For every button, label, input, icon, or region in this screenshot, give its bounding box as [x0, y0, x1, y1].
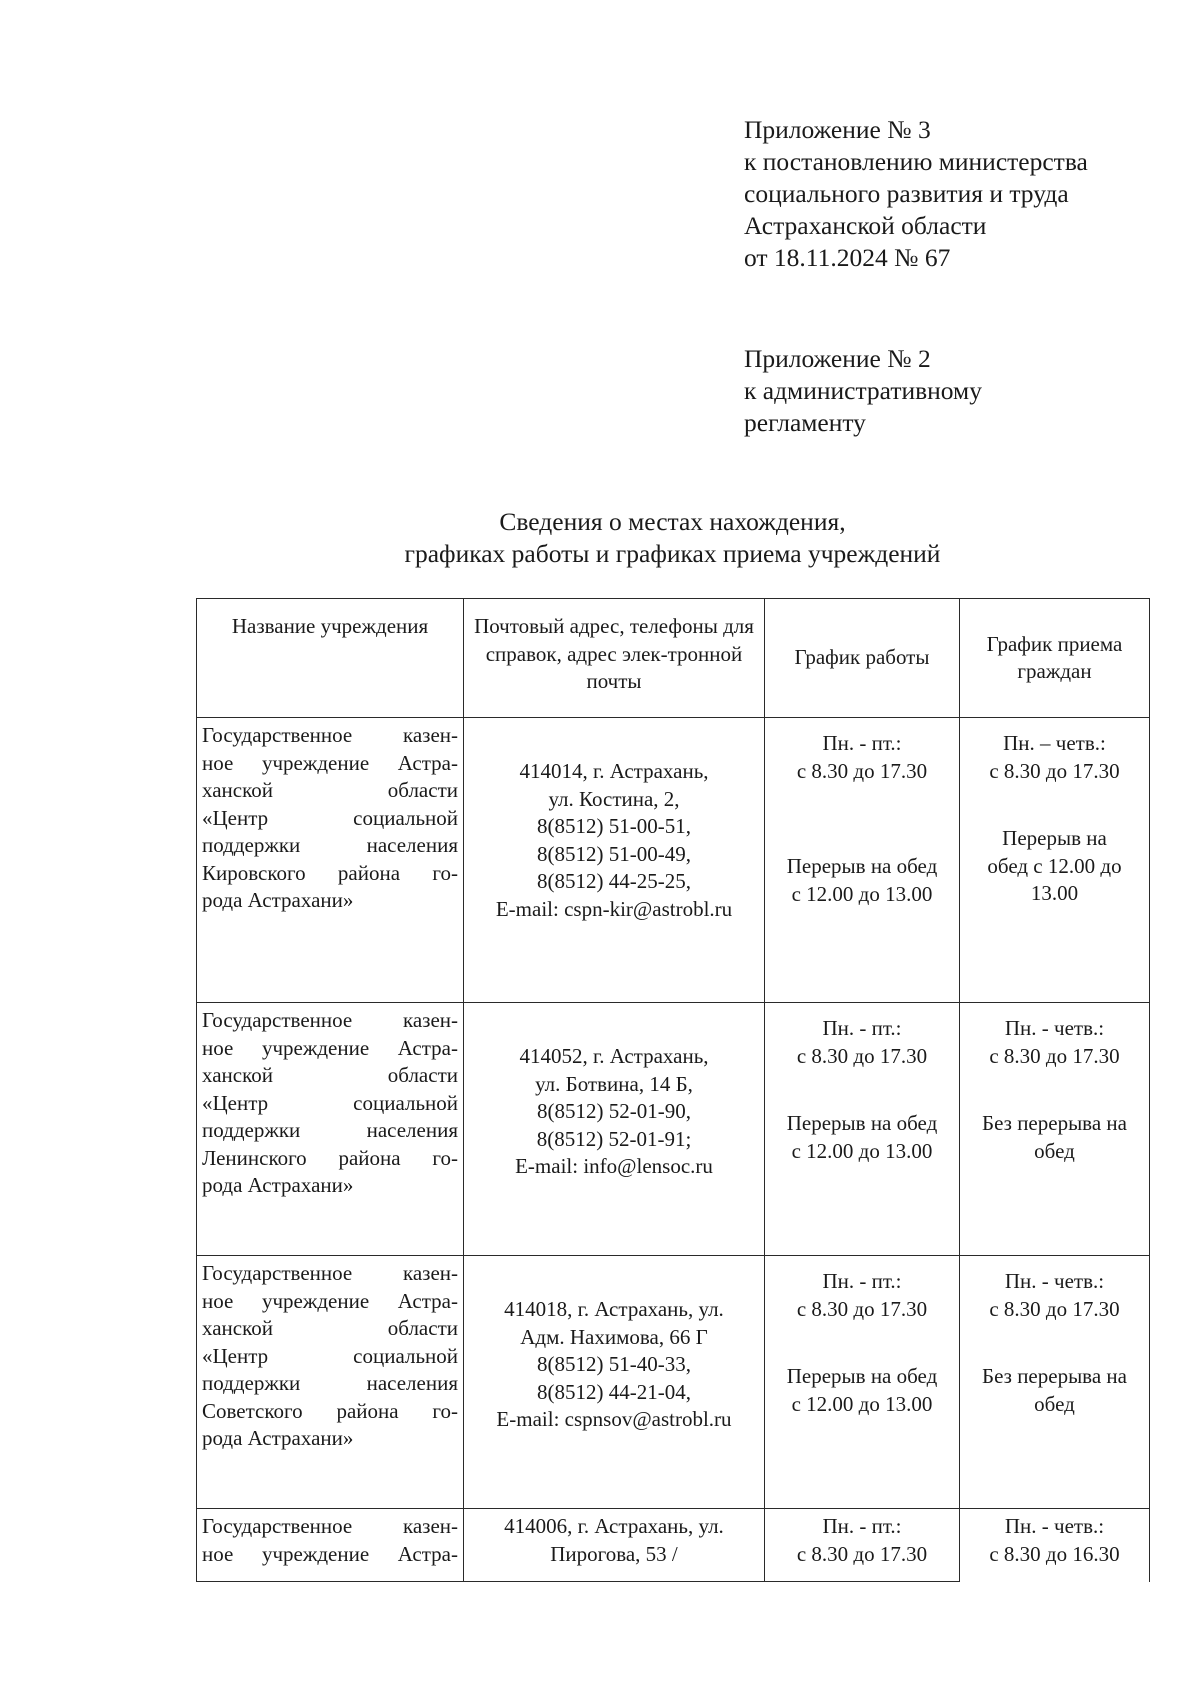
- work-schedule-cell: Пн. - пт.: с 8.30 до 17.30 Перерыв на обед с 12.00 до 13.00: [765, 1256, 960, 1509]
- institution-name-cell: Государственное казен- ное учреждение Астра- ханской области «Центр социальной поддержки населения Кировского района го- рода Астрахани»: [197, 718, 464, 1003]
- institution-name-cell: Государственное казен- ное учреждение Астра-: [197, 1509, 464, 1582]
- work-schedule-cell: Пн. - пт.: с 8.30 до 17.30 Перерыв на обед с 12.00 до 13.00: [765, 718, 960, 1003]
- table-row: [197, 1256, 1150, 1509]
- table-header-row: [197, 599, 1150, 718]
- header-work-schedule: График работы: [765, 599, 960, 718]
- header-reception-schedule: График приема граждан: [960, 599, 1150, 718]
- contacts-cell: 414018, г. Астрахань, ул. Адм. Нахимова, 66 Г 8(8512) 51-40-33, 8(8512) 44-21-04, E-mail: cspnsov@astrobl.ru: [464, 1256, 765, 1509]
- appendix-3-line: социального развития и труда: [744, 179, 1069, 208]
- appendix-3-heading: [744, 114, 1088, 274]
- institutions-table: [196, 598, 1150, 1582]
- appendix-2-line: к административному: [744, 376, 982, 405]
- reception-schedule-cell: Пн. - четв.: с 8.30 до 17.30 Без перерыва на обед: [960, 1256, 1150, 1509]
- appendix-3-line: Приложение № 3: [744, 115, 931, 144]
- contacts-cell: 414014, г. Астрахань, ул. Костина, 2, 8(8512) 51-00-51, 8(8512) 51-00-49, 8(8512) 44-25-25, E-mail: cspn-kir@astrobl.ru: [464, 718, 765, 1003]
- table-row: [197, 1003, 1150, 1256]
- appendix-3-line: от 18.11.2024 № 67: [744, 243, 951, 272]
- header-institution-name: Название учреждения: [197, 599, 464, 718]
- header-contacts: Почтовый адрес, телефоны для справок, адрес элек-тронной почты: [464, 599, 765, 718]
- reception-schedule-cell: Пн. - четв.: с 8.30 до 17.30 Без перерыва на обед: [960, 1003, 1150, 1256]
- appendix-3-line: к постановлению министерства: [744, 147, 1088, 176]
- institution-name-cell: Государственное казен- ное учреждение Астра- ханской области «Центр социальной поддержки населения Советского района го- рода Астрахани»: [197, 1256, 464, 1509]
- document-title-line-2: графиках работы и графиках приема учреждений: [404, 539, 941, 568]
- work-schedule-cell: Пн. - пт.: с 8.30 до 17.30: [765, 1509, 960, 1582]
- contacts-cell: 414052, г. Астрахань, ул. Ботвина, 14 Б, 8(8512) 52-01-90, 8(8512) 52-01-91; E-mail: info@lensoc.ru: [464, 1003, 765, 1256]
- appendix-2-heading: [744, 343, 982, 439]
- appendix-2-line: Приложение № 2: [744, 344, 931, 373]
- table-row: [197, 718, 1150, 1003]
- document-title: [300, 506, 1045, 570]
- reception-schedule-cell: Пн. – четв.: с 8.30 до 17.30 Перерыв на обед с 12.00 до 13.00: [960, 718, 1150, 1003]
- reception-schedule-cell: Пн. - четв.: с 8.30 до 16.30: [960, 1509, 1150, 1582]
- appendix-2-line: регламенту: [744, 408, 866, 437]
- work-schedule-cell: Пн. - пт.: с 8.30 до 17.30 Перерыв на обед с 12.00 до 13.00: [765, 1003, 960, 1256]
- institution-name-cell: Государственное казен- ное учреждение Астра- ханской области «Центр социальной поддержки населения Ленинского района го- рода Астрахани»: [197, 1003, 464, 1256]
- table-row: [197, 1509, 1150, 1582]
- contacts-cell: 414006, г. Астрахань, ул. Пирогова, 53 /: [464, 1509, 765, 1582]
- appendix-3-line: Астраханской области: [744, 211, 987, 240]
- document-title-line-1: Сведения о местах нахождения,: [499, 507, 846, 536]
